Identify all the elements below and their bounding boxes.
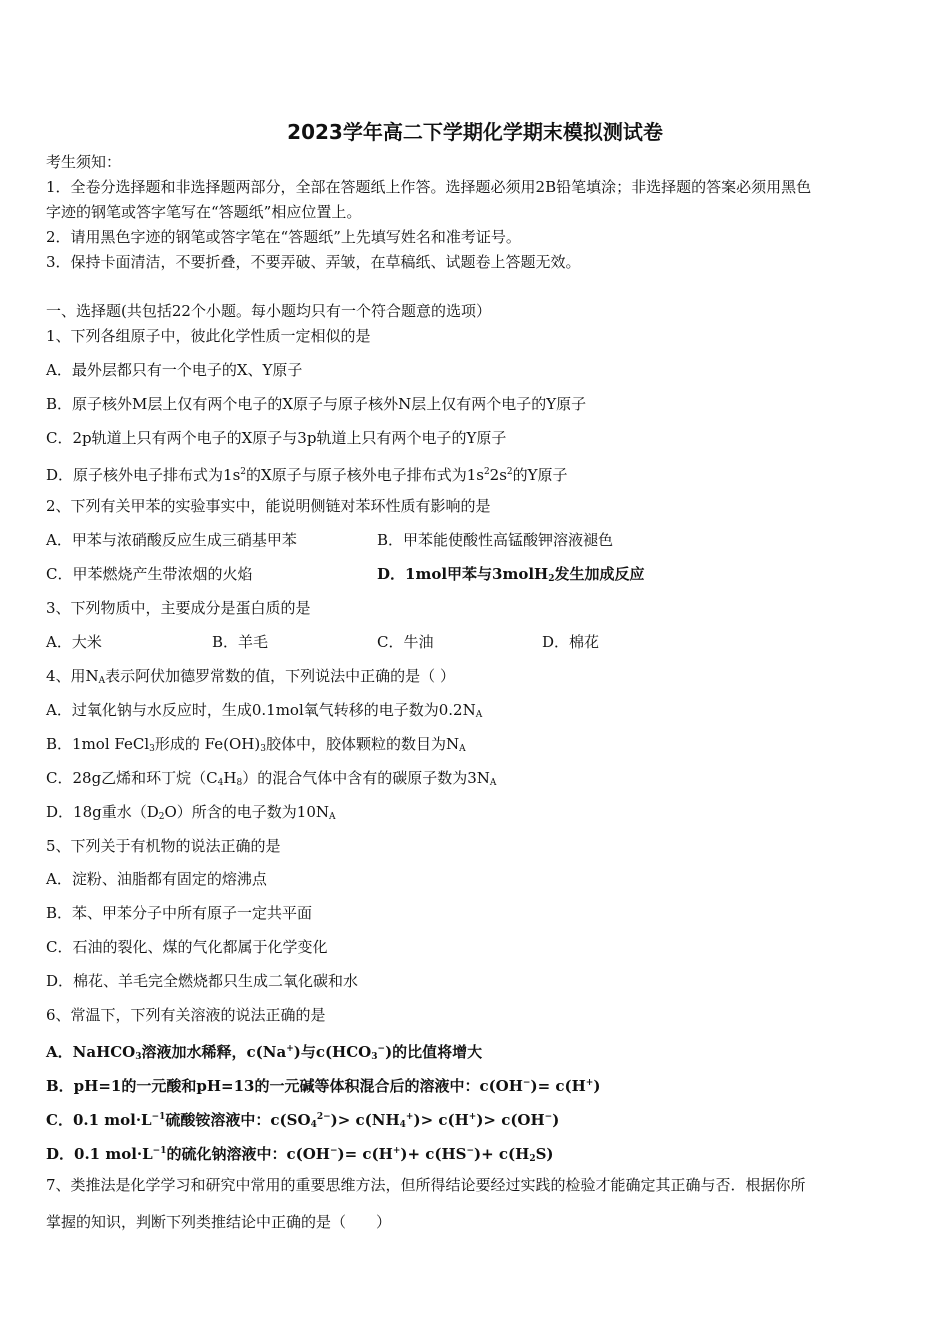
q2-stem: 2、下列有关甲苯的实验事实中，能说明侧链对苯环性质有影响的是: [46, 497, 491, 515]
q1-option-b: B．原子核外M层上仅有两个电子的X原子与原子核外N层上仅有两个电子的Y原子: [46, 395, 587, 413]
notice-line-1b: 字迹的钢笔或答字笔写在“答题纸”相应位置上。: [46, 203, 362, 221]
q2-option-d: D．1mol甲苯与3molH$_2$发生加成反应: [377, 565, 645, 584]
q6-option-a: A．NaHCO$_3$溶液加水稀释，c(Na+)与$c(HCO_3^-)$的比值将增大: [46, 1043, 483, 1062]
q5-stem: 5、下列关于有机物的说法正确的是: [46, 837, 281, 855]
q7-stem-line-1: 7、类推法是化学学习和研究中常用的重要思维方法，但所得结论要经过实践的检验才能确定其正确与否．根据你所: [46, 1176, 806, 1194]
q5-option-b: B．苯、甲苯分子中所有原子一定共平面: [46, 904, 313, 922]
q6-option-c: C．0.1 $mol\cdot L^{-1}$硫酸铵溶液中：$c(SO_4^{2-})> c(NH_4^+)> c(H^+)> c(OH^-)$: [46, 1111, 560, 1130]
q3-option-a: A．大米: [46, 633, 102, 651]
q4-option-b: B．1mol FeCl$_3$形成的 $Fe(OH)_3$胶体中，胶体颗粒的数目为$N_A$: [46, 735, 466, 754]
q6-stem: 6、常温下，下列有关溶液的说法正确的是: [46, 1006, 326, 1024]
q2-option-b: B．甲苯能使酸性高锰酸钾溶液褪色: [377, 531, 614, 549]
q1-option-a: A．最外层都只有一个电子的X、Y原子: [46, 361, 303, 379]
q3-option-b: B．羊毛: [212, 633, 269, 651]
page-title: 2023学年高二下学期化学期末模拟测试卷: [287, 120, 663, 144]
q5-option-a: A．淀粉、油脂都有固定的熔沸点: [46, 870, 267, 888]
notice-line-1a: 1．全卷分选择题和非选择题两部分，全部在答题纸上作答。选择题必须用2B铅笔填涂；非选择题的答案必须用黑色: [46, 178, 812, 196]
q1-stem: 1、下列各组原子中，彼此化学性质一定相似的是: [46, 327, 371, 345]
q3-option-c: C．牛油: [377, 633, 434, 651]
q5-option-c: C．石油的裂化、煤的气化都属于化学变化: [46, 938, 328, 956]
q3-stem: 3、下列物质中，主要成分是蛋白质的是: [46, 599, 311, 617]
q2-option-c: C．甲苯燃烧产生带浓烟的火焰: [46, 565, 253, 583]
q4-option-a: A．过氧化钠与水反应时，生成0.1mol氧气转移的电子数为$0.2N_A$: [46, 701, 483, 720]
q5-option-d: D．棉花、羊毛完全燃烧都只生成二氧化碳和水: [46, 972, 359, 990]
q7-stem-line-2: 掌握的知识，判断下列类推结论中正确的是（ ）: [46, 1213, 392, 1231]
notice-line-3: 3．保持卡面清洁，不要折叠，不要弄破、弄皱，在草稿纸、试题卷上答题无效。: [46, 253, 581, 271]
q1-option-c: C．2p轨道上只有两个电子的X原子与3p轨道上只有两个电子的Y原子: [46, 429, 507, 447]
q2-option-a: A．甲苯与浓硝酸反应生成三硝基甲苯: [46, 531, 297, 549]
q4-option-c: C．28g乙烯和环丁烷$(C_4H_8)$的混合气体中含有的碳原子数为$3N_A$: [46, 769, 497, 788]
q4-stem: 4、用$N_A$表示阿伏加德罗常数的值，下列说法中正确的是（ ）: [46, 667, 455, 686]
notice-heading: 考生须知：: [46, 153, 122, 171]
section-heading: 一、选择题(共包括22个小题。每小题均只有一个符合题意的选项）: [46, 302, 491, 320]
q3-option-d: D．棉花: [542, 633, 600, 651]
q4-option-d: D．18g重水$(D_2O)$所含的电子数为$10N_A$: [46, 803, 336, 822]
notice-line-2: 2．请用黑色字迹的钢笔或答字笔在“答题纸”上先填写姓名和准考证号。: [46, 228, 521, 246]
q6-option-b: B．pH=1的一元酸和pH=13的一元碱等体积混合后的溶液中：c(OH−)= c(H+): [46, 1077, 601, 1095]
q1-option-d: D．原子核外电子排布式为$1s^2$的X原子与原子核外电子排布式为$1s^22s^2$的Y原子: [46, 466, 568, 484]
q6-option-d: D．0.1 $mol\cdot L^{-1}$的硫化钠溶液中：$c(OH^-)= c(H^+)+ c(HS^-)+ c(H_2S)$: [46, 1145, 554, 1164]
